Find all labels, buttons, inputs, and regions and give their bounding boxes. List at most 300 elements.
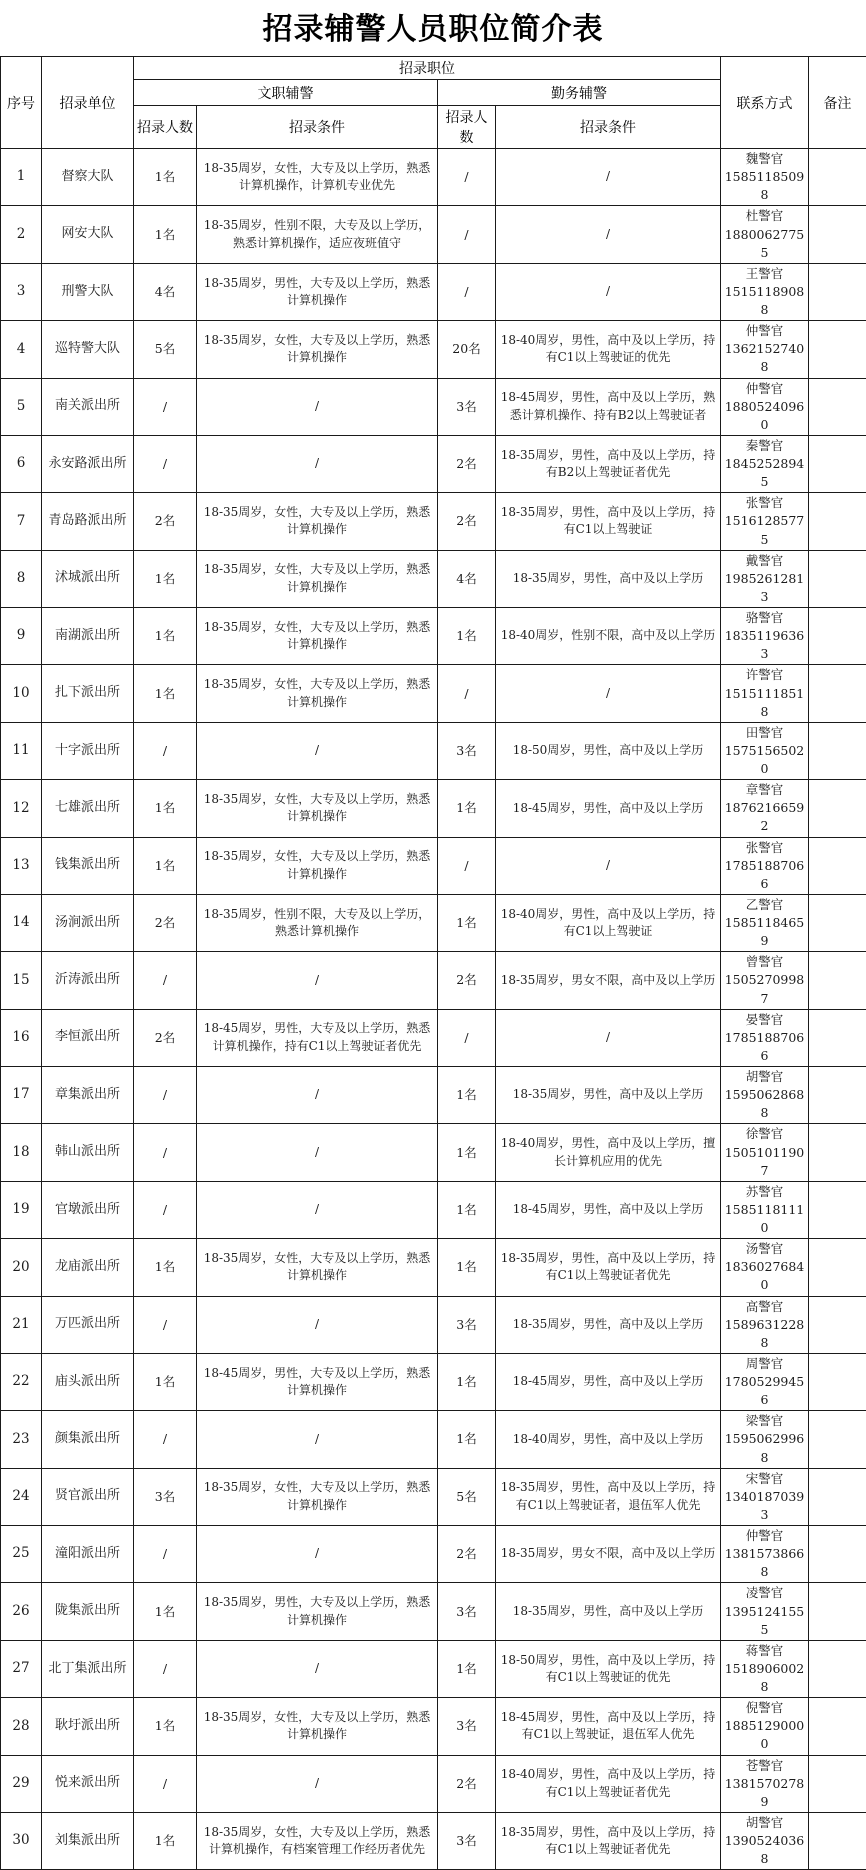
row-duty-count: 2名 bbox=[438, 952, 496, 1009]
row-serial: 25 bbox=[1, 1526, 42, 1583]
contact-phone: 15161285775 bbox=[723, 512, 806, 548]
table-row bbox=[1, 1526, 866, 1583]
table-row bbox=[1, 1353, 866, 1410]
row-contact bbox=[721, 837, 809, 894]
row-civilian-conditions: 18-35周岁，女性，大专及以上学历，熟悉计算机操作 bbox=[197, 1239, 438, 1296]
contact-phone: 18851290000 bbox=[723, 1717, 806, 1753]
table-row bbox=[1, 321, 866, 378]
row-duty-conditions: 18-35周岁，男性，高中及以上学历，持有C1以上驾驶证者优先 bbox=[496, 1812, 721, 1869]
table-row bbox=[1, 1239, 866, 1296]
row-unit: 十字派出所 bbox=[42, 722, 134, 779]
row-duty-count: 2名 bbox=[438, 493, 496, 550]
header-civilian-group: 文职辅警 bbox=[134, 80, 438, 106]
row-unit: 督察大队 bbox=[42, 149, 134, 206]
contact-phone: 18800627755 bbox=[723, 226, 806, 262]
row-unit: 李恒派出所 bbox=[42, 1009, 134, 1066]
contact-phone: 15151118518 bbox=[723, 685, 806, 721]
row-remark bbox=[809, 1698, 866, 1755]
header-duty-count: 招录人数 bbox=[438, 106, 496, 149]
row-civilian-count: 1名 bbox=[134, 1583, 197, 1640]
contact-name: 汤警官 bbox=[723, 1240, 806, 1258]
header-duty-group: 勤务辅警 bbox=[438, 80, 721, 106]
row-serial: 17 bbox=[1, 1067, 42, 1124]
row-duty-count: 20名 bbox=[438, 321, 496, 378]
row-civilian-conditions: / bbox=[197, 722, 438, 779]
row-civilian-count: / bbox=[134, 1181, 197, 1238]
row-contact bbox=[721, 263, 809, 320]
row-serial: 12 bbox=[1, 780, 42, 837]
row-serial: 2 bbox=[1, 206, 42, 263]
row-serial: 22 bbox=[1, 1353, 42, 1410]
row-serial: 5 bbox=[1, 378, 42, 435]
contact-name: 田警官 bbox=[723, 724, 806, 742]
row-contact bbox=[721, 894, 809, 951]
row-civilian-conditions: 18-35周岁，性别不限，大专及以上学历，熟悉计算机操作，适应夜班值守 bbox=[197, 206, 438, 263]
row-civilian-conditions: 18-35周岁，女性，大专及以上学历，熟悉计算机操作 bbox=[197, 550, 438, 607]
row-remark bbox=[809, 550, 866, 607]
contact-name: 晏警官 bbox=[723, 1011, 806, 1029]
table-row bbox=[1, 1468, 866, 1525]
row-serial: 24 bbox=[1, 1468, 42, 1525]
contact-name: 秦警官 bbox=[723, 437, 806, 455]
row-serial: 28 bbox=[1, 1698, 42, 1755]
row-duty-count: 1名 bbox=[438, 1411, 496, 1468]
row-remark bbox=[809, 1411, 866, 1468]
row-unit: 贤官派出所 bbox=[42, 1468, 134, 1525]
row-serial: 30 bbox=[1, 1812, 42, 1869]
contact-phone: 17851887066 bbox=[723, 1029, 806, 1065]
contact-phone: 15851185098 bbox=[723, 168, 806, 204]
row-duty-conditions: 18-35周岁，男性，高中及以上学历 bbox=[496, 1067, 721, 1124]
row-civilian-count: / bbox=[134, 1411, 197, 1468]
page-title: 招录辅警人员职位简介表 bbox=[0, 0, 866, 56]
row-remark bbox=[809, 1181, 866, 1238]
contact-name: 许警官 bbox=[723, 666, 806, 684]
row-unit: 刘集派出所 bbox=[42, 1812, 134, 1869]
table-row bbox=[1, 435, 866, 492]
row-civilian-count: 3名 bbox=[134, 1468, 197, 1525]
row-duty-conditions: 18-45周岁，男性，高中及以上学历，持有C1以上驾驶证，退伍军人优先 bbox=[496, 1698, 721, 1755]
row-duty-conditions: 18-35周岁，男女不限，高中及以上学历 bbox=[496, 952, 721, 1009]
row-serial: 7 bbox=[1, 493, 42, 550]
row-serial: 14 bbox=[1, 894, 42, 951]
table-row bbox=[1, 1755, 866, 1812]
row-civilian-count: / bbox=[134, 1526, 197, 1583]
row-unit: 七雄派出所 bbox=[42, 780, 134, 837]
row-remark bbox=[809, 378, 866, 435]
row-duty-count: / bbox=[438, 837, 496, 894]
row-duty-conditions: / bbox=[496, 206, 721, 263]
row-duty-conditions: 18-35周岁，男女不限，高中及以上学历 bbox=[496, 1526, 721, 1583]
row-unit: 潼阳派出所 bbox=[42, 1526, 134, 1583]
row-duty-count: 3名 bbox=[438, 722, 496, 779]
row-civilian-count: / bbox=[134, 378, 197, 435]
row-contact bbox=[721, 1812, 809, 1869]
row-civilian-conditions: 18-35周岁，性别不限，大专及以上学历，熟悉计算机操作 bbox=[197, 894, 438, 951]
row-contact bbox=[721, 1583, 809, 1640]
contact-name: 梁警官 bbox=[723, 1412, 806, 1430]
row-duty-conditions: 18-50周岁，男性，高中及以上学历，持有C1以上驾驶证的优先 bbox=[496, 1640, 721, 1697]
row-duty-count: 1名 bbox=[438, 1640, 496, 1697]
row-civilian-count: / bbox=[134, 1755, 197, 1812]
contact-name: 魏警官 bbox=[723, 150, 806, 168]
header-contact: 联系方式 bbox=[721, 57, 809, 149]
table-row bbox=[1, 894, 866, 951]
row-civilian-count: 1名 bbox=[134, 780, 197, 837]
header-remark: 备注 bbox=[809, 57, 866, 149]
row-contact bbox=[721, 1353, 809, 1410]
row-civilian-conditions: / bbox=[197, 1181, 438, 1238]
row-duty-conditions: 18-45周岁，男性，高中及以上学历 bbox=[496, 1181, 721, 1238]
row-contact bbox=[721, 1296, 809, 1353]
row-duty-count: 3名 bbox=[438, 1812, 496, 1869]
row-duty-count: 1名 bbox=[438, 608, 496, 665]
row-unit: 南关派出所 bbox=[42, 378, 134, 435]
row-duty-count: 2名 bbox=[438, 1755, 496, 1812]
row-duty-conditions: 18-40周岁，男性，高中及以上学历，擅长计算机应用的优先 bbox=[496, 1124, 721, 1181]
row-civilian-conditions: 18-35周岁，女性，大专及以上学历，熟悉计算机操作 bbox=[197, 780, 438, 837]
table-row bbox=[1, 1067, 866, 1124]
contact-name: 乙警官 bbox=[723, 896, 806, 914]
row-unit: 万匹派出所 bbox=[42, 1296, 134, 1353]
contact-name: 胡警官 bbox=[723, 1814, 806, 1832]
row-duty-count: / bbox=[438, 149, 496, 206]
row-civilian-conditions: 18-35周岁，男性，大专及以上学历，熟悉计算机操作 bbox=[197, 1583, 438, 1640]
row-unit: 汤涧派出所 bbox=[42, 894, 134, 951]
row-contact bbox=[721, 493, 809, 550]
table-row bbox=[1, 1583, 866, 1640]
row-remark bbox=[809, 1812, 866, 1869]
row-duty-conditions: 18-35周岁，男性，高中及以上学历，持有C1以上驾驶证者，退伍军人优先 bbox=[496, 1468, 721, 1525]
row-duty-conditions: 18-45周岁，男性，高中及以上学历，熟悉计算机操作、持有B2以上驾驶证者 bbox=[496, 378, 721, 435]
row-contact bbox=[721, 321, 809, 378]
contact-name: 宋警官 bbox=[723, 1470, 806, 1488]
contact-phone: 13401870393 bbox=[723, 1488, 806, 1524]
contact-phone: 13951241555 bbox=[723, 1603, 806, 1639]
row-unit: 永安路派出所 bbox=[42, 435, 134, 492]
row-serial: 16 bbox=[1, 1009, 42, 1066]
row-duty-count: 3名 bbox=[438, 1698, 496, 1755]
row-serial: 13 bbox=[1, 837, 42, 894]
row-duty-conditions: 18-45周岁，男性，高中及以上学历 bbox=[496, 1353, 721, 1410]
row-civilian-count: / bbox=[134, 1124, 197, 1181]
contact-name: 苏警官 bbox=[723, 1183, 806, 1201]
contact-phone: 15052709987 bbox=[723, 971, 806, 1007]
contact-name: 仲警官 bbox=[723, 380, 806, 398]
contact-phone: 13815702789 bbox=[723, 1775, 806, 1811]
row-unit: 钱集派出所 bbox=[42, 837, 134, 894]
table-row bbox=[1, 665, 866, 722]
row-civilian-conditions: 18-35周岁，女性，大专及以上学历，熟悉计算机操作，有档案管理工作经历者优先 bbox=[197, 1812, 438, 1869]
row-serial: 8 bbox=[1, 550, 42, 607]
row-contact bbox=[721, 1411, 809, 1468]
row-civilian-count: 1名 bbox=[134, 608, 197, 665]
table-row bbox=[1, 837, 866, 894]
row-civilian-count: / bbox=[134, 1296, 197, 1353]
row-duty-conditions: 18-35周岁，男性，高中及以上学历 bbox=[496, 1296, 721, 1353]
row-remark bbox=[809, 722, 866, 779]
row-civilian-conditions: / bbox=[197, 1526, 438, 1583]
row-civilian-count: 2名 bbox=[134, 493, 197, 550]
contact-name: 曾警官 bbox=[723, 953, 806, 971]
row-duty-count: 3名 bbox=[438, 378, 496, 435]
row-duty-conditions: 18-35周岁，男性，高中及以上学历 bbox=[496, 550, 721, 607]
table-row bbox=[1, 780, 866, 837]
row-duty-conditions: / bbox=[496, 263, 721, 320]
header-civilian-conditions: 招录条件 bbox=[197, 106, 438, 149]
contact-name: 戴警官 bbox=[723, 552, 806, 570]
row-duty-conditions: 18-35周岁，男性，高中及以上学历 bbox=[496, 1583, 721, 1640]
table-header bbox=[1, 57, 866, 149]
contact-name: 胡警官 bbox=[723, 1068, 806, 1086]
table-row bbox=[1, 1640, 866, 1697]
row-civilian-conditions: / bbox=[197, 1755, 438, 1812]
row-remark bbox=[809, 608, 866, 665]
contact-name: 张警官 bbox=[723, 839, 806, 857]
row-duty-count: / bbox=[438, 1009, 496, 1066]
row-serial: 19 bbox=[1, 1181, 42, 1238]
row-civilian-count: 2名 bbox=[134, 894, 197, 951]
row-civilian-count: 1名 bbox=[134, 1239, 197, 1296]
contact-phone: 19852612813 bbox=[723, 570, 806, 606]
recruitment-table bbox=[0, 56, 866, 1870]
table-row bbox=[1, 550, 866, 607]
row-civilian-conditions: 18-45周岁，男性，大专及以上学历，熟悉计算机操作，持有C1以上驾驶证者优先 bbox=[197, 1009, 438, 1066]
row-duty-conditions: 18-40周岁，男性，高中及以上学历，持有C1以上驾驶证 bbox=[496, 894, 721, 951]
row-contact bbox=[721, 378, 809, 435]
row-civilian-conditions: 18-45周岁，男性，大专及以上学历，熟悉计算机操作 bbox=[197, 1353, 438, 1410]
table-body bbox=[1, 149, 866, 1870]
table-row bbox=[1, 1698, 866, 1755]
row-duty-conditions: 18-50周岁，男性，高中及以上学历 bbox=[496, 722, 721, 779]
row-unit: 网安大队 bbox=[42, 206, 134, 263]
row-civilian-conditions: 18-35周岁，女性，大专及以上学历，熟悉计算机操作，计算机专业优先 bbox=[197, 149, 438, 206]
row-civilian-count: 1名 bbox=[134, 206, 197, 263]
row-civilian-conditions: / bbox=[197, 1640, 438, 1697]
row-civilian-count: 2名 bbox=[134, 1009, 197, 1066]
row-duty-conditions: 18-40周岁，性别不限，高中及以上学历 bbox=[496, 608, 721, 665]
table-row bbox=[1, 1296, 866, 1353]
row-duty-count: 1名 bbox=[438, 1239, 496, 1296]
table-row bbox=[1, 1124, 866, 1181]
row-duty-count: 5名 bbox=[438, 1468, 496, 1525]
row-unit: 北丁集派出所 bbox=[42, 1640, 134, 1697]
contact-name: 倪警官 bbox=[723, 1699, 806, 1717]
row-remark bbox=[809, 1640, 866, 1697]
row-serial: 6 bbox=[1, 435, 42, 492]
header-position-group: 招录职位 bbox=[134, 57, 721, 80]
row-duty-count: 1名 bbox=[438, 780, 496, 837]
row-civilian-conditions: / bbox=[197, 435, 438, 492]
contact-name: 章警官 bbox=[723, 781, 806, 799]
row-serial: 23 bbox=[1, 1411, 42, 1468]
table-row bbox=[1, 206, 866, 263]
row-duty-count: 3名 bbox=[438, 1583, 496, 1640]
row-duty-conditions: 18-40周岁，男性，高中及以上学历 bbox=[496, 1411, 721, 1468]
contact-phone: 18452528945 bbox=[723, 455, 806, 491]
contact-phone: 18805240960 bbox=[723, 398, 806, 434]
row-remark bbox=[809, 665, 866, 722]
row-serial: 10 bbox=[1, 665, 42, 722]
row-unit: 官墩派出所 bbox=[42, 1181, 134, 1238]
row-unit: 章集派出所 bbox=[42, 1067, 134, 1124]
row-serial: 18 bbox=[1, 1124, 42, 1181]
table-row bbox=[1, 952, 866, 1009]
row-civilian-conditions: 18-35周岁，女性，大专及以上学历，熟悉计算机操作 bbox=[197, 321, 438, 378]
contact-phone: 15751565020 bbox=[723, 742, 806, 778]
row-duty-conditions: / bbox=[496, 837, 721, 894]
row-remark bbox=[809, 321, 866, 378]
contact-name: 周警官 bbox=[723, 1355, 806, 1373]
table-row bbox=[1, 722, 866, 779]
row-civilian-conditions: 18-35周岁，女性，大专及以上学历，熟悉计算机操作 bbox=[197, 608, 438, 665]
contact-name: 张警官 bbox=[723, 494, 806, 512]
row-unit: 南湖派出所 bbox=[42, 608, 134, 665]
row-duty-count: 3名 bbox=[438, 1296, 496, 1353]
row-serial: 9 bbox=[1, 608, 42, 665]
row-civilian-count: / bbox=[134, 1640, 197, 1697]
row-civilian-conditions: 18-35周岁，女性，大专及以上学历，熟悉计算机操作 bbox=[197, 493, 438, 550]
row-remark bbox=[809, 149, 866, 206]
row-civilian-count: 1名 bbox=[134, 149, 197, 206]
row-unit: 刑警大队 bbox=[42, 263, 134, 320]
row-civilian-count: 1名 bbox=[134, 837, 197, 894]
row-contact bbox=[721, 1009, 809, 1066]
contact-phone: 13621527408 bbox=[723, 340, 806, 376]
table-row bbox=[1, 1411, 866, 1468]
contact-phone: 15189060028 bbox=[723, 1660, 806, 1696]
row-remark bbox=[809, 952, 866, 1009]
row-civilian-conditions: / bbox=[197, 1124, 438, 1181]
table-row bbox=[1, 1181, 866, 1238]
row-duty-count: 4名 bbox=[438, 550, 496, 607]
contact-phone: 18351196363 bbox=[723, 627, 806, 663]
row-civilian-count: 5名 bbox=[134, 321, 197, 378]
row-contact bbox=[721, 1755, 809, 1812]
row-civilian-conditions: 18-35周岁，女性，大专及以上学历，熟悉计算机操作 bbox=[197, 837, 438, 894]
row-remark bbox=[809, 1468, 866, 1525]
row-unit: 青岛路派出所 bbox=[42, 493, 134, 550]
contact-phone: 15851184659 bbox=[723, 914, 806, 950]
row-remark bbox=[809, 1755, 866, 1812]
row-unit: 耿圩派出所 bbox=[42, 1698, 134, 1755]
row-unit: 扎下派出所 bbox=[42, 665, 134, 722]
row-remark bbox=[809, 435, 866, 492]
row-duty-count: 2名 bbox=[438, 435, 496, 492]
row-unit: 悦来派出所 bbox=[42, 1755, 134, 1812]
row-duty-conditions: / bbox=[496, 1009, 721, 1066]
row-civilian-conditions: / bbox=[197, 378, 438, 435]
row-remark bbox=[809, 894, 866, 951]
row-serial: 4 bbox=[1, 321, 42, 378]
row-unit: 庙头派出所 bbox=[42, 1353, 134, 1410]
row-duty-conditions: / bbox=[496, 665, 721, 722]
contact-phone: 15896312288 bbox=[723, 1316, 806, 1352]
table-row bbox=[1, 493, 866, 550]
table-row bbox=[1, 378, 866, 435]
row-contact bbox=[721, 435, 809, 492]
contact-phone: 15151189088 bbox=[723, 283, 806, 319]
row-remark bbox=[809, 493, 866, 550]
row-duty-count: 1名 bbox=[438, 1067, 496, 1124]
row-civilian-conditions: / bbox=[197, 1411, 438, 1468]
row-duty-conditions: 18-35周岁，男性，高中及以上学历，持有C1以上驾驶证者优先 bbox=[496, 1239, 721, 1296]
row-contact bbox=[721, 722, 809, 779]
contact-phone: 17805299456 bbox=[723, 1373, 806, 1409]
row-duty-count: 1名 bbox=[438, 1181, 496, 1238]
row-unit: 颜集派出所 bbox=[42, 1411, 134, 1468]
contact-name: 蒋警官 bbox=[723, 1642, 806, 1660]
row-civilian-count: / bbox=[134, 952, 197, 1009]
row-serial: 21 bbox=[1, 1296, 42, 1353]
table-row bbox=[1, 149, 866, 206]
row-serial: 27 bbox=[1, 1640, 42, 1697]
header-serial: 序号 bbox=[1, 57, 42, 149]
contact-name: 凌警官 bbox=[723, 1584, 806, 1602]
table-row bbox=[1, 1812, 866, 1869]
row-civilian-count: 1名 bbox=[134, 1812, 197, 1869]
contact-phone: 15950628688 bbox=[723, 1086, 806, 1122]
row-serial: 29 bbox=[1, 1755, 42, 1812]
row-civilian-conditions: 18-35周岁，女性，大专及以上学历，熟悉计算机操作 bbox=[197, 1468, 438, 1525]
row-civilian-count: 1名 bbox=[134, 1698, 197, 1755]
row-contact bbox=[721, 780, 809, 837]
row-unit: 沭城派出所 bbox=[42, 550, 134, 607]
row-civilian-count: 1名 bbox=[134, 550, 197, 607]
row-remark bbox=[809, 1067, 866, 1124]
row-civilian-conditions: / bbox=[197, 1296, 438, 1353]
row-duty-conditions: 18-40周岁，男性，高中及以上学历，持有C1以上驾驶证的优先 bbox=[496, 321, 721, 378]
row-civilian-count: 1名 bbox=[134, 1353, 197, 1410]
row-remark bbox=[809, 1296, 866, 1353]
row-contact bbox=[721, 952, 809, 1009]
row-civilian-count: / bbox=[134, 1067, 197, 1124]
row-unit: 龙庙派出所 bbox=[42, 1239, 134, 1296]
row-serial: 15 bbox=[1, 952, 42, 1009]
contact-name: 王警官 bbox=[723, 265, 806, 283]
row-contact bbox=[721, 1526, 809, 1583]
row-contact bbox=[721, 1239, 809, 1296]
row-unit: 巡特警大队 bbox=[42, 321, 134, 378]
row-remark bbox=[809, 1526, 866, 1583]
contact-phone: 18762166592 bbox=[723, 799, 806, 835]
row-contact bbox=[721, 665, 809, 722]
row-serial: 20 bbox=[1, 1239, 42, 1296]
contact-name: 苍警官 bbox=[723, 1757, 806, 1775]
row-remark bbox=[809, 1583, 866, 1640]
contact-phone: 13815738668 bbox=[723, 1545, 806, 1581]
table-row bbox=[1, 263, 866, 320]
row-remark bbox=[809, 1124, 866, 1181]
row-unit: 沂涛派出所 bbox=[42, 952, 134, 1009]
row-duty-conditions: 18-40周岁，男性，高中及以上学历，持有C1以上驾驶证者优先 bbox=[496, 1755, 721, 1812]
row-unit: 韩山派出所 bbox=[42, 1124, 134, 1181]
row-civilian-conditions: 18-35周岁，女性，大专及以上学历，熟悉计算机操作 bbox=[197, 1698, 438, 1755]
row-duty-conditions: 18-45周岁，男性，高中及以上学历 bbox=[496, 780, 721, 837]
contact-name: 杜警官 bbox=[723, 207, 806, 225]
row-contact bbox=[721, 1640, 809, 1697]
contact-phone: 18360276840 bbox=[723, 1258, 806, 1294]
row-duty-conditions: 18-35周岁，男性，高中及以上学历，持有C1以上驾驶证 bbox=[496, 493, 721, 550]
row-remark bbox=[809, 837, 866, 894]
row-civilian-conditions: / bbox=[197, 952, 438, 1009]
row-civilian-conditions: 18-35周岁，女性，大专及以上学历，熟悉计算机操作 bbox=[197, 665, 438, 722]
row-contact bbox=[721, 1468, 809, 1525]
row-civilian-count: / bbox=[134, 722, 197, 779]
header-duty-conditions: 招录条件 bbox=[496, 106, 721, 149]
contact-phone: 17851887066 bbox=[723, 857, 806, 893]
contact-phone: 15851181110 bbox=[723, 1201, 806, 1237]
